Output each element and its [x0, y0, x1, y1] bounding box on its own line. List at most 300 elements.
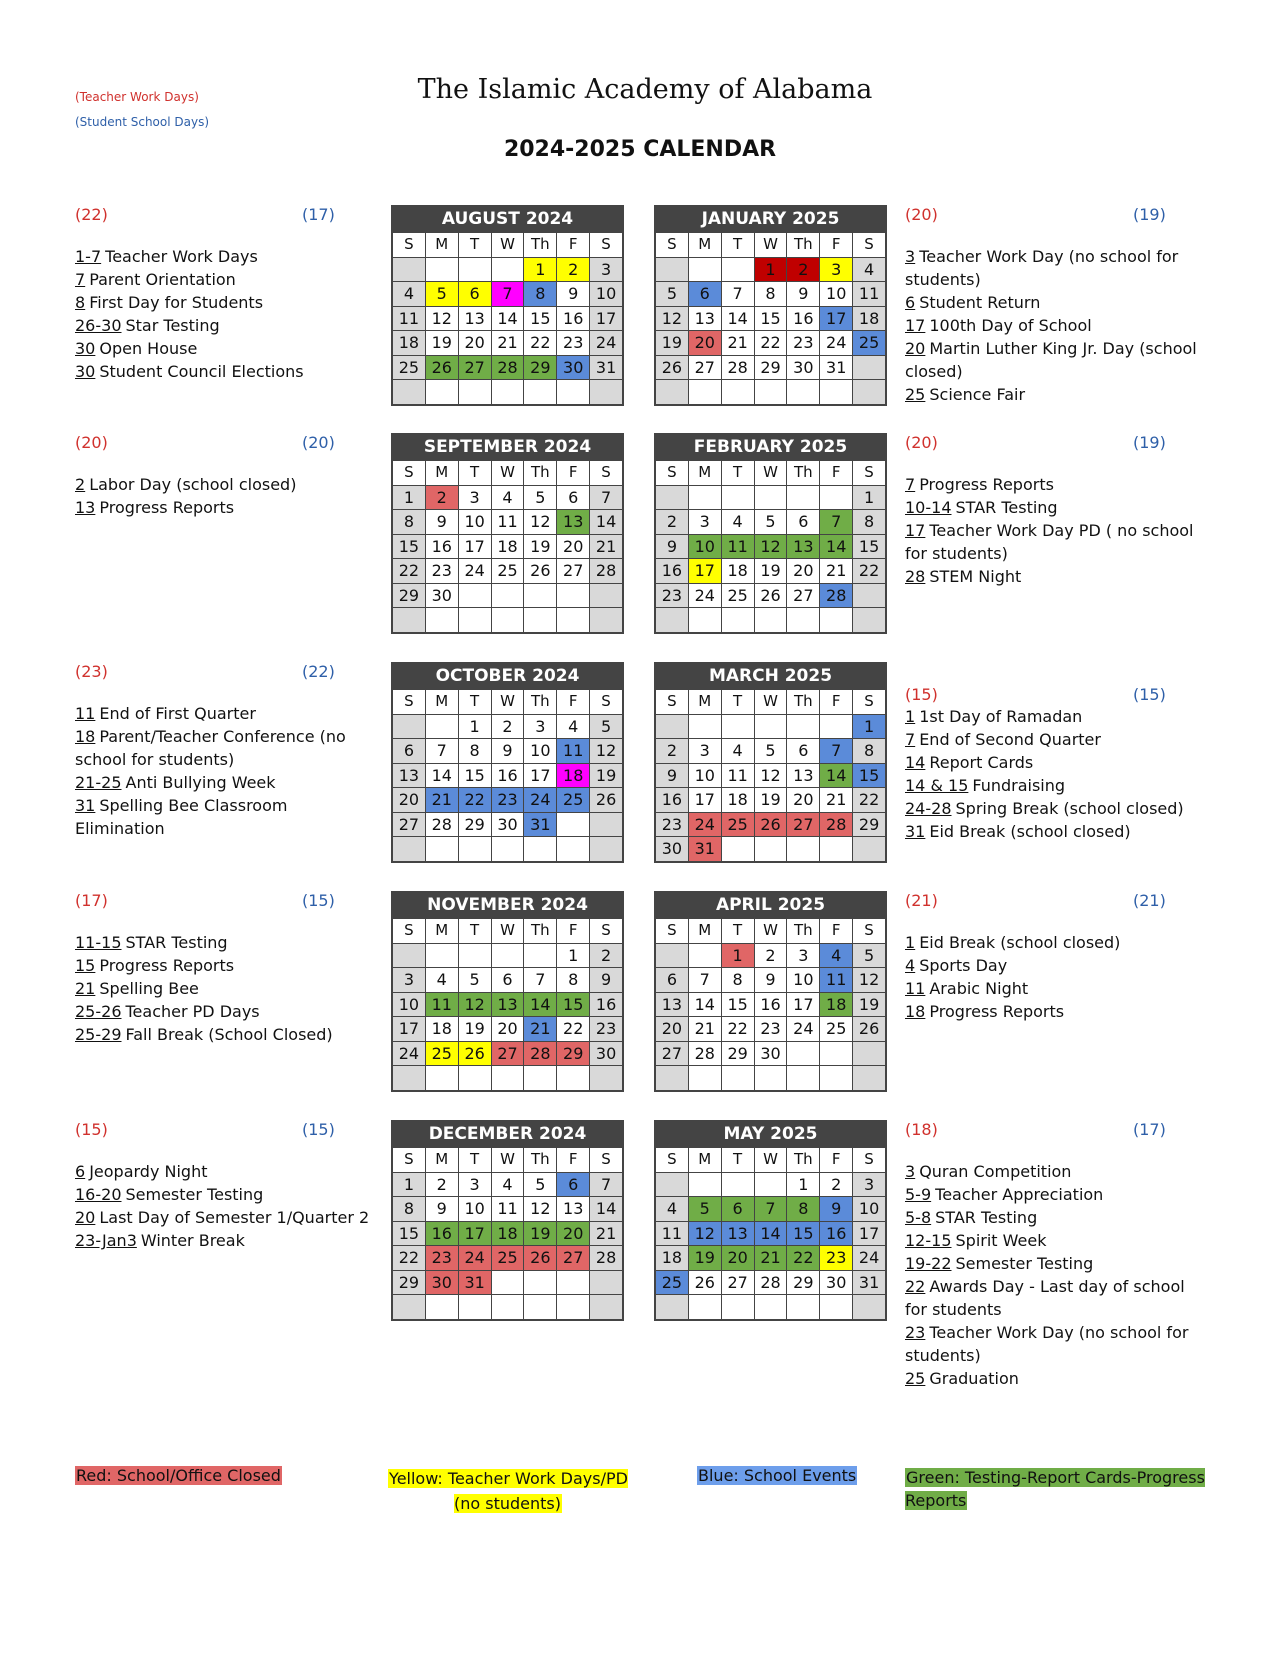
weekday-header: S — [590, 919, 622, 943]
month-title: NOVEMBER 2024 — [393, 893, 622, 918]
day-cell: 24 — [820, 331, 852, 355]
day-cell: 29 — [853, 813, 885, 837]
event-text: Student Return — [919, 293, 1041, 312]
day-cell: 5 — [524, 486, 556, 510]
event-text: Spelling Bee Classroom Elimination — [75, 796, 288, 838]
day-cell: 3 — [590, 258, 622, 282]
empty-day-cell — [656, 486, 688, 510]
day-cell: 11 — [820, 968, 852, 992]
day-cell: 31 — [853, 1271, 885, 1295]
month-grid — [656, 918, 885, 1090]
event-text: Anti Bullying Week — [125, 773, 276, 792]
event-date: 19-22 — [905, 1254, 952, 1273]
event-date: 1 — [905, 933, 916, 952]
event-text: Semester Testing — [125, 1185, 264, 1204]
weekday-header: W — [492, 690, 524, 714]
empty-day-cell — [459, 837, 491, 861]
empty-day-cell — [524, 944, 556, 968]
day-cell: 12 — [755, 535, 787, 559]
day-cell: 14 — [524, 993, 556, 1017]
event-date: 7 — [905, 475, 916, 494]
empty-day-cell — [722, 1295, 754, 1319]
weekday-header: S — [393, 690, 425, 714]
day-cell: 18 — [557, 764, 589, 788]
day-cell: 2 — [787, 258, 819, 282]
weekday-header: T — [722, 1148, 754, 1172]
legend-yellow: Yellow: Teacher Work Days/PD (no students) — [389, 1469, 628, 1513]
day-cell: 27 — [459, 356, 491, 380]
day-cell: 17 — [590, 307, 622, 331]
empty-day-cell — [820, 1066, 852, 1090]
day-cell: 25 — [722, 813, 754, 837]
calendar-row — [0, 662, 1280, 882]
day-cell: 17 — [689, 788, 721, 812]
day-cell: 9 — [755, 968, 787, 992]
day-cell: 9 — [426, 510, 458, 534]
day-cell: 9 — [787, 282, 819, 306]
day-cell: 3 — [787, 944, 819, 968]
day-cell: 29 — [755, 356, 787, 380]
teacher-day-count: (15) — [75, 1120, 108, 1139]
day-cell: 23 — [755, 1017, 787, 1041]
day-cell: 12 — [426, 307, 458, 331]
day-cell: 15 — [853, 764, 885, 788]
event-text: Graduation — [929, 1369, 1019, 1388]
day-cell: 27 — [689, 356, 721, 380]
event-date: 30 — [75, 339, 96, 358]
event-date: 25-29 — [75, 1025, 122, 1044]
day-cell: 25 — [853, 331, 885, 355]
day-cell: 26 — [459, 1042, 491, 1066]
weekday-header: S — [590, 461, 622, 485]
day-cell: 2 — [820, 1173, 852, 1197]
event-text: 100th Day of School — [929, 316, 1092, 335]
event-date: 17 — [905, 521, 926, 540]
weekday-header: Th — [524, 690, 556, 714]
event-date: 13 — [75, 498, 96, 517]
day-cell: 13 — [393, 764, 425, 788]
event-text: STAR Testing — [125, 933, 228, 952]
event-text: Progress Reports — [929, 1002, 1065, 1021]
empty-day-cell — [459, 608, 491, 632]
day-cell: 14 — [492, 307, 524, 331]
weekday-header: F — [557, 1148, 589, 1172]
day-cell: 29 — [557, 1042, 589, 1066]
calendar-row — [0, 433, 1280, 653]
empty-day-cell — [492, 837, 524, 861]
day-cell: 15 — [524, 307, 556, 331]
day-cell: 15 — [557, 993, 589, 1017]
event-text: Teacher Work Day (no school for students) — [905, 1323, 1189, 1365]
event-note — [905, 797, 1210, 820]
day-cell: 16 — [656, 559, 688, 583]
day-cell: 10 — [459, 1197, 491, 1221]
day-cell: 15 — [393, 535, 425, 559]
teacher-day-count: (20) — [75, 433, 108, 452]
day-cell: 7 — [755, 1197, 787, 1221]
event-date: 25 — [905, 1369, 926, 1388]
empty-day-cell — [755, 1066, 787, 1090]
event-text: Progress Reports — [919, 475, 1054, 494]
event-date: 25 — [905, 385, 926, 404]
event-note — [75, 702, 375, 725]
event-notes — [75, 1160, 375, 1252]
weekday-header: S — [656, 1148, 688, 1172]
month-grid — [656, 460, 885, 632]
weekday-header: S — [656, 461, 688, 485]
empty-day-cell — [689, 486, 721, 510]
event-notes — [75, 473, 375, 519]
teacher-day-count: (21) — [905, 891, 938, 910]
day-cell: 28 — [755, 1271, 787, 1295]
event-date: 25-26 — [75, 1002, 122, 1021]
day-cell: 9 — [656, 764, 688, 788]
event-text: STAR Testing — [935, 1208, 1038, 1227]
day-cell: 24 — [459, 559, 491, 583]
day-cell: 2 — [492, 715, 524, 739]
day-cell: 20 — [689, 331, 721, 355]
day-cell: 30 — [755, 1042, 787, 1066]
weekday-header: W — [492, 461, 524, 485]
day-cell: 19 — [755, 788, 787, 812]
day-cell: 25 — [557, 788, 589, 812]
day-cell: 20 — [459, 331, 491, 355]
weekday-header: W — [755, 1148, 787, 1172]
day-cell: 10 — [853, 1197, 885, 1221]
day-cell: 13 — [656, 993, 688, 1017]
empty-day-cell — [590, 813, 622, 837]
day-cell: 24 — [689, 813, 721, 837]
event-note — [75, 245, 375, 268]
day-cell: 9 — [492, 739, 524, 763]
event-date: 15 — [75, 956, 96, 975]
day-cell: 10 — [820, 282, 852, 306]
event-date: 23-Jan3 — [75, 1231, 137, 1250]
event-note — [905, 705, 1210, 728]
empty-day-cell — [557, 1295, 589, 1319]
empty-day-cell — [787, 380, 819, 404]
day-cell: 5 — [689, 1197, 721, 1221]
event-date: 2 — [75, 475, 86, 494]
event-text: Spirit Week — [955, 1231, 1047, 1250]
event-text: 1st Day of Ramadan — [919, 707, 1083, 726]
event-note — [75, 291, 375, 314]
day-cell: 7 — [426, 739, 458, 763]
day-cell: 17 — [820, 307, 852, 331]
day-cell: 21 — [722, 331, 754, 355]
day-cell: 11 — [656, 1222, 688, 1246]
day-cell: 15 — [787, 1222, 819, 1246]
day-cell: 31 — [820, 356, 852, 380]
day-cell: 14 — [590, 510, 622, 534]
empty-day-cell — [492, 584, 524, 608]
day-cell: 5 — [755, 739, 787, 763]
day-cell: 16 — [590, 993, 622, 1017]
weekday-header: Th — [787, 690, 819, 714]
empty-day-cell — [393, 1295, 425, 1319]
day-cell: 22 — [722, 1017, 754, 1041]
day-cell: 19 — [426, 331, 458, 355]
event-notes — [905, 1160, 1210, 1390]
day-cell: 13 — [722, 1222, 754, 1246]
day-cell: 7 — [590, 1173, 622, 1197]
event-text: First Day for Students — [89, 293, 264, 312]
empty-day-cell — [590, 584, 622, 608]
empty-day-cell — [656, 258, 688, 282]
event-date: 1-7 — [75, 247, 102, 266]
event-date: 17 — [905, 316, 926, 335]
event-date: 22 — [905, 1277, 926, 1296]
weekday-header: Th — [787, 919, 819, 943]
day-cell: 20 — [722, 1246, 754, 1270]
event-text: Progress Reports — [99, 956, 235, 975]
month-title: SEPTEMBER 2024 — [393, 435, 622, 460]
event-text: Teacher Work Day (no school for students) — [905, 247, 1179, 289]
day-cell: 1 — [853, 486, 885, 510]
day-cell: 22 — [393, 559, 425, 583]
empty-day-cell — [492, 258, 524, 282]
event-date: 11 — [75, 704, 96, 723]
day-cell: 16 — [426, 1222, 458, 1246]
calendar-row — [0, 891, 1280, 1111]
event-note — [75, 1183, 375, 1206]
event-date: 3 — [905, 1162, 916, 1181]
day-cell: 21 — [492, 331, 524, 355]
weekday-header: W — [492, 233, 524, 257]
teacher-day-count: (15) — [905, 685, 938, 704]
day-cell: 18 — [393, 331, 425, 355]
day-cell: 5 — [853, 944, 885, 968]
month-title: MARCH 2025 — [656, 664, 885, 689]
day-cell: 22 — [557, 1017, 589, 1041]
day-cell: 14 — [689, 993, 721, 1017]
empty-day-cell — [426, 715, 458, 739]
day-cell: 19 — [853, 993, 885, 1017]
weekday-header: T — [459, 1148, 491, 1172]
day-cell: 7 — [722, 282, 754, 306]
day-cell: 16 — [426, 535, 458, 559]
empty-day-cell — [820, 608, 852, 632]
weekday-header: S — [656, 919, 688, 943]
day-cell: 8 — [393, 1197, 425, 1221]
day-cell: 13 — [459, 307, 491, 331]
day-cell: 29 — [393, 1271, 425, 1295]
calendar-title: 2024-2025 CALENDAR — [503, 137, 777, 162]
weekday-header: S — [393, 233, 425, 257]
day-cell: 2 — [557, 258, 589, 282]
event-note — [75, 496, 375, 519]
day-cell: 20 — [656, 1017, 688, 1041]
day-cell: 27 — [787, 584, 819, 608]
day-cell: 30 — [590, 1042, 622, 1066]
student-day-count: (15) — [302, 891, 335, 910]
month-calendar — [654, 433, 887, 634]
empty-day-cell — [755, 1295, 787, 1319]
event-text: Spelling Bee — [99, 979, 199, 998]
day-cell: 2 — [426, 1173, 458, 1197]
event-note — [75, 794, 375, 840]
day-cell: 15 — [393, 1222, 425, 1246]
teacher-day-count: (18) — [905, 1120, 938, 1139]
empty-day-cell — [393, 258, 425, 282]
month-calendar — [654, 205, 887, 406]
empty-day-cell — [755, 380, 787, 404]
day-cell: 21 — [524, 1017, 556, 1041]
day-cell: 2 — [590, 944, 622, 968]
month-title: MAY 2025 — [656, 1122, 885, 1147]
day-cell: 18 — [492, 535, 524, 559]
event-note — [905, 977, 1210, 1000]
day-cell: 8 — [524, 282, 556, 306]
empty-day-cell — [787, 608, 819, 632]
day-cell: 21 — [426, 788, 458, 812]
weekday-header: W — [755, 919, 787, 943]
weekday-header: S — [393, 1148, 425, 1172]
empty-day-cell — [689, 1066, 721, 1090]
weekday-header: F — [557, 461, 589, 485]
day-cell: 28 — [820, 813, 852, 837]
day-cell: 8 — [722, 968, 754, 992]
event-note — [75, 360, 375, 383]
day-cell: 17 — [393, 1017, 425, 1041]
weekday-header: M — [426, 919, 458, 943]
empty-day-cell — [656, 1295, 688, 1319]
event-text: Parent/Teacher Conference (no school for students) — [75, 727, 346, 769]
event-notes — [905, 473, 1210, 588]
empty-day-cell — [820, 715, 852, 739]
event-text: Sports Day — [919, 956, 1008, 975]
day-cell: 25 — [492, 559, 524, 583]
month-grid — [656, 232, 885, 404]
weekday-header: F — [820, 919, 852, 943]
day-cell: 10 — [590, 282, 622, 306]
event-text: Arabic Night — [929, 979, 1029, 998]
event-note — [905, 383, 1210, 406]
event-note — [905, 751, 1210, 774]
day-cell: 5 — [524, 1173, 556, 1197]
day-cell: 26 — [689, 1271, 721, 1295]
event-date: 24-28 — [905, 799, 952, 818]
day-cell: 15 — [755, 307, 787, 331]
empty-day-cell — [853, 1042, 885, 1066]
event-date: 18 — [905, 1002, 926, 1021]
day-cell: 26 — [524, 1246, 556, 1270]
empty-day-cell — [492, 1295, 524, 1319]
month-calendar — [654, 891, 887, 1092]
weekday-header: S — [393, 461, 425, 485]
day-cell: 14 — [590, 1197, 622, 1221]
event-date: 16-20 — [75, 1185, 122, 1204]
month-calendar — [654, 1120, 887, 1321]
day-cell: 23 — [557, 331, 589, 355]
day-cell: 16 — [755, 993, 787, 1017]
day-cell: 6 — [787, 739, 819, 763]
weekday-header: M — [426, 461, 458, 485]
event-note — [905, 1000, 1210, 1023]
empty-day-cell — [426, 258, 458, 282]
month-calendar — [391, 662, 624, 863]
day-cell: 18 — [820, 993, 852, 1017]
event-note — [905, 1160, 1210, 1183]
day-cell: 26 — [656, 356, 688, 380]
event-date: 6 — [75, 1162, 86, 1181]
empty-day-cell — [656, 1066, 688, 1090]
day-cell: 8 — [459, 739, 491, 763]
day-cell: 12 — [524, 510, 556, 534]
event-date: 23 — [905, 1323, 926, 1342]
empty-day-cell — [557, 1271, 589, 1295]
day-cell: 31 — [524, 813, 556, 837]
day-cell: 8 — [557, 968, 589, 992]
empty-day-cell — [590, 608, 622, 632]
event-date: 28 — [905, 567, 926, 586]
empty-day-cell — [722, 486, 754, 510]
day-cell: 19 — [755, 559, 787, 583]
day-cell: 4 — [492, 486, 524, 510]
weekday-header: F — [820, 233, 852, 257]
event-text: End of Second Quarter — [919, 730, 1101, 749]
event-text: Fall Break (School Closed) — [125, 1025, 333, 1044]
day-cell: 3 — [393, 968, 425, 992]
event-note — [75, 1206, 375, 1229]
day-cell: 15 — [853, 535, 885, 559]
day-cell: 9 — [820, 1197, 852, 1221]
day-cell: 1 — [393, 486, 425, 510]
day-cell: 24 — [393, 1042, 425, 1066]
teacher-day-count: (17) — [75, 891, 108, 910]
day-cell: 4 — [557, 715, 589, 739]
day-cell: 25 — [492, 1246, 524, 1270]
day-cell: 27 — [557, 559, 589, 583]
day-cell: 28 — [524, 1042, 556, 1066]
event-date: 20 — [905, 339, 926, 358]
month-grid — [393, 689, 622, 861]
empty-day-cell — [393, 1066, 425, 1090]
event-notes — [75, 245, 375, 383]
empty-day-cell — [393, 608, 425, 632]
legend-red: Red: School/Office Closed — [76, 1466, 281, 1485]
empty-day-cell — [557, 584, 589, 608]
month-title: FEBRUARY 2025 — [656, 435, 885, 460]
day-cell: 19 — [590, 764, 622, 788]
empty-day-cell — [426, 380, 458, 404]
empty-day-cell — [755, 837, 787, 861]
day-cell: 28 — [722, 356, 754, 380]
day-cell: 27 — [722, 1271, 754, 1295]
empty-day-cell — [393, 837, 425, 861]
day-cell: 23 — [656, 813, 688, 837]
event-note — [905, 1183, 1210, 1206]
day-cell: 10 — [689, 764, 721, 788]
day-cell: 1 — [755, 258, 787, 282]
day-cell: 4 — [426, 968, 458, 992]
empty-day-cell — [820, 380, 852, 404]
day-cell: 2 — [755, 944, 787, 968]
event-note — [75, 977, 375, 1000]
event-text: Spring Break (school closed) — [955, 799, 1184, 818]
weekday-header: M — [689, 690, 721, 714]
day-cell: 29 — [722, 1042, 754, 1066]
weekday-header: M — [689, 461, 721, 485]
day-cell: 27 — [787, 813, 819, 837]
day-cell: 4 — [722, 739, 754, 763]
event-text: Progress Reports — [99, 498, 235, 517]
event-note — [905, 931, 1210, 954]
day-cell: 26 — [755, 584, 787, 608]
event-date: 7 — [905, 730, 916, 749]
event-text: Martin Luther King Jr. Day (school closed) — [905, 339, 1197, 381]
legend-student-school-days: (Student School Days) — [75, 115, 210, 129]
